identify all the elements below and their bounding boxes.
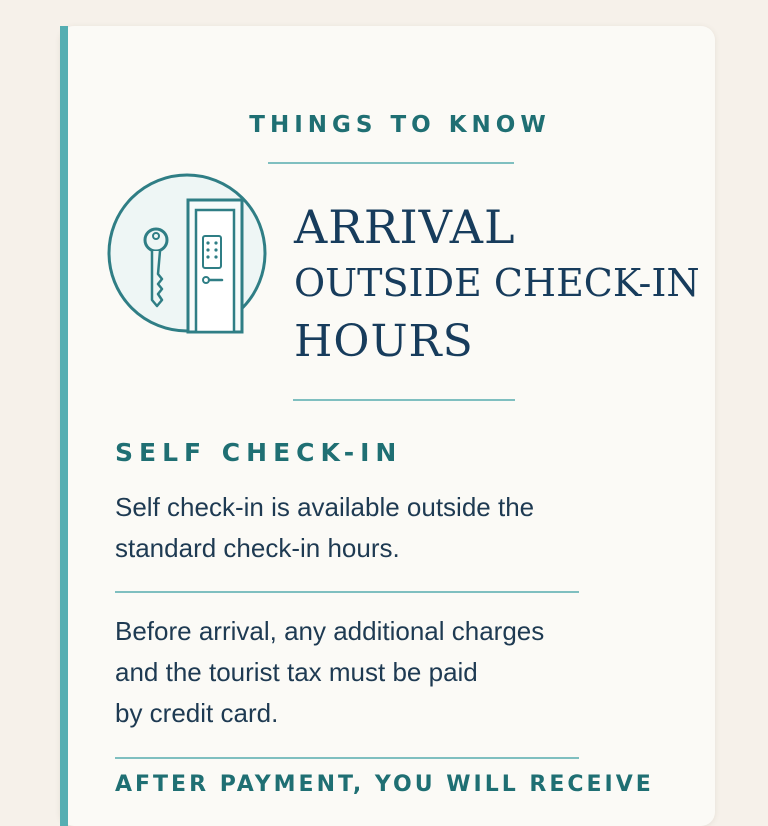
paragraph-line: and the tourist tax must be paid (115, 657, 478, 687)
divider (115, 591, 579, 593)
paragraph-line: by credit card. (115, 698, 279, 728)
emblem-svg (106, 172, 268, 334)
paragraph-line: Self check-in is available outside the (115, 492, 535, 522)
divider (268, 162, 514, 164)
page-title (294, 200, 714, 367)
paragraph-line: Before arrival, any additional charges (115, 616, 545, 646)
title-line: OUTSIDE CHECK-IN (294, 261, 700, 305)
card-accent-bar (60, 26, 68, 826)
key-and-door-icon (106, 172, 268, 334)
title-line: ARRIVAL (294, 200, 516, 254)
section-heading: AFTER PAYMENT, YOU WILL RECEIVE (115, 772, 654, 797)
divider (293, 399, 515, 401)
info-card (60, 26, 715, 826)
paragraph-line: standard check-in hours. (115, 533, 400, 563)
section-heading: SELF CHECK-IN (115, 438, 403, 467)
door-icon (188, 200, 242, 332)
eyebrow-label: THINGS TO KNOW (249, 112, 551, 138)
paragraph (115, 611, 635, 734)
divider (115, 757, 579, 759)
paragraph (115, 487, 635, 569)
title-line: HOURS (294, 316, 474, 367)
